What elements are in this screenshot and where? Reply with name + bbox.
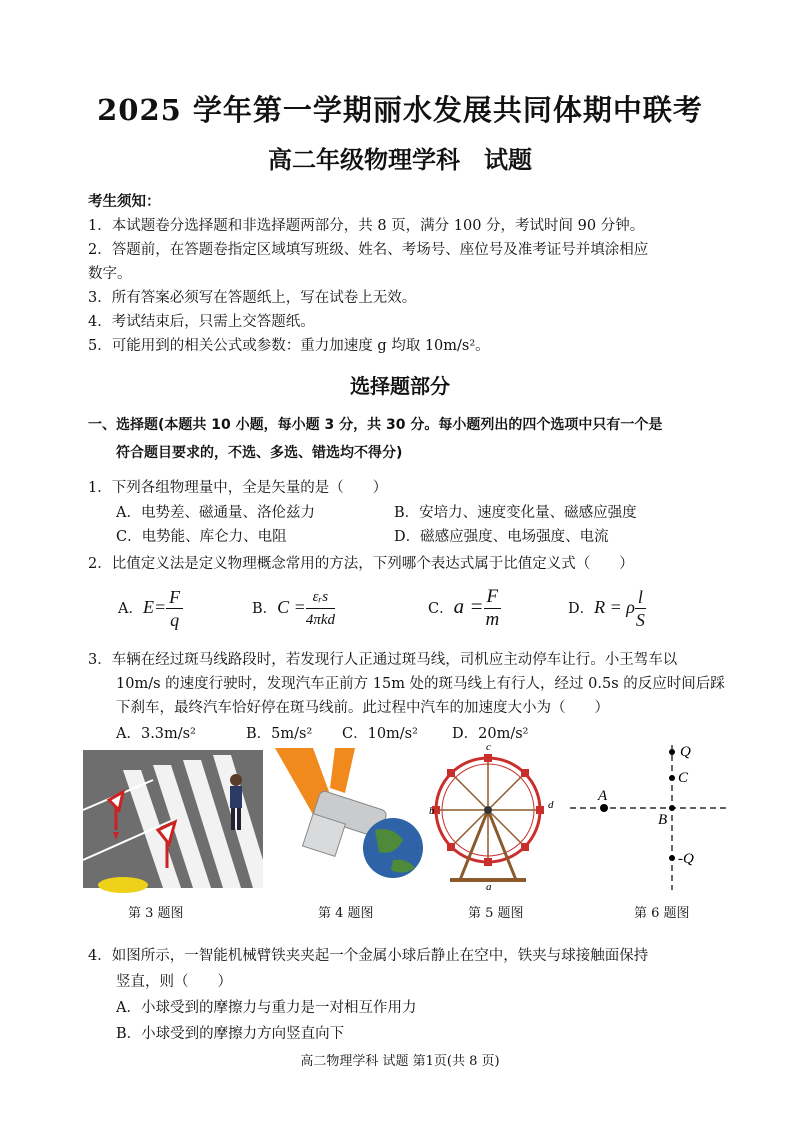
q4-option-a: A．小球受到的摩擦力与重力是一对相互作用力 <box>116 1000 417 1016</box>
q1-option-b: B．安培力、速度变化量、磁感应强度 <box>394 505 637 521</box>
q2-option-b: B．C = $\frac{\text{εᵣs}}{\text{4πkd}}$ <box>252 586 335 631</box>
q1-stem: 1．下列各组物理量中，全是矢量的是（ ） <box>88 480 388 496</box>
figure-6-caption: 第 6 题图 <box>634 906 690 921</box>
q2-stem: 2．比值定义法是定义物理概念常用的方法，下列哪个表达式属于比值定义式（ ） <box>88 556 634 572</box>
figure-5-label-d: d <box>548 799 554 811</box>
notice-item-2: 2．答题前，在答题卷指定区域填写班级、姓名、考场号、座位号及准考证号并填涂相应 <box>88 242 649 258</box>
q3-option-b: B．5m/s² <box>246 726 313 742</box>
figure-6-label-b: B <box>658 812 668 828</box>
figure-4-caption: 第 4 题图 <box>318 906 374 921</box>
q1-option-d: D．磁感应强度、电场强度、电流 <box>394 529 609 545</box>
exam-title: 2025 学年第一学期丽水发展共同体期中联考 <box>97 93 703 127</box>
q4-option-b: B．小球受到的摩擦力方向竖直向下 <box>116 1026 345 1042</box>
q4-stem-line2: 竖直，则（ ） <box>116 974 232 990</box>
figure-6-label-c: C <box>678 770 689 786</box>
figure-6-label-q: Q <box>680 744 691 760</box>
figure-5-label-c: c <box>486 741 491 753</box>
figure-5-ferris-wheel <box>429 740 565 893</box>
notice-item-2-cont: 数字。 <box>88 266 132 282</box>
notice-item-3: 3．所有答案必须写在答题纸上，写在试卷上无效。 <box>88 290 417 306</box>
exam-subtitle: 高二年级物理学科 试题 <box>268 145 532 174</box>
q1-option-a: A．电势差、磁通量、洛伦兹力 <box>116 505 315 521</box>
q3-stem-line2: 10m/s 的速度行驶时，发现汽车正前方 15m 处的斑马线上有行人，经过 0.5s 的反应时间后踩 <box>116 676 725 692</box>
figure-4-robot-arm <box>275 748 427 888</box>
q3-option-d: D．20m/s² <box>452 726 529 742</box>
page-footer: 高二物理学科 试题 第1页(共 8 页) <box>300 1054 500 1069</box>
figure-3-crosswalk <box>83 750 263 888</box>
figure-6-label-neg-q: -Q <box>678 851 694 867</box>
figure-6-label-a: A <box>598 788 608 804</box>
section-title: 选择题部分 <box>350 374 450 398</box>
notice-heading: 考生须知： <box>88 193 161 210</box>
q3-stem-line1: 3．车辆在经过斑马线路段时，若发现行人正通过斑马线，司机应主动停车让行。小王驾车以 <box>88 652 678 668</box>
notice-item-1: 1．本试题卷分选择题和非选择题两部分，共 8 页，满分 100 分，考试时间 90 分钟。 <box>88 218 645 234</box>
figure-3-caption: 第 3 题图 <box>128 906 184 921</box>
notice-item-4: 4．考试结束后，只需上交答题纸。 <box>88 314 315 330</box>
q2-option-a: A．E= $\frac{F}{q}$ <box>118 586 183 631</box>
figure-5-label-a: a <box>486 881 492 893</box>
notice-item-5: 5．可能用到的相关公式或参数：重力加速度 g 均取 10m/s²。 <box>88 338 490 354</box>
q4-stem-line1: 4．如图所示，一智能机械臂铁夹夹起一个金属小球后静止在空中，铁夹与球接触面保持 <box>88 948 649 964</box>
figure-5-label-b: b <box>429 805 435 817</box>
q3-option-a: A．3.3m/s² <box>116 726 196 742</box>
part1-instruction: 一、选择题(本题共 10 小题，每小题 3 分，共 30 分。每小题列出的四个选项中只有一个是 <box>88 417 663 433</box>
q3-stem-line3: 下刹车，最终汽车恰好停在斑马线前。此过程中汽车的加速度大小为（ ） <box>116 700 609 716</box>
q2-option-d: D．R = ρ $\frac{l}{S}$ <box>568 587 645 630</box>
q1-option-c: C．电势能、库仑力、电阻 <box>116 529 287 545</box>
part1-instruction-cont: 符合题目要求的，不选、多选、错选均不得分) <box>116 445 403 461</box>
figure-6-charges <box>568 740 728 890</box>
figure-5-caption: 第 5 题图 <box>468 906 524 921</box>
q2-option-c: C．a = $\frac{F}{m}$ <box>428 586 500 630</box>
q3-option-c: C．10m/s² <box>342 726 418 742</box>
